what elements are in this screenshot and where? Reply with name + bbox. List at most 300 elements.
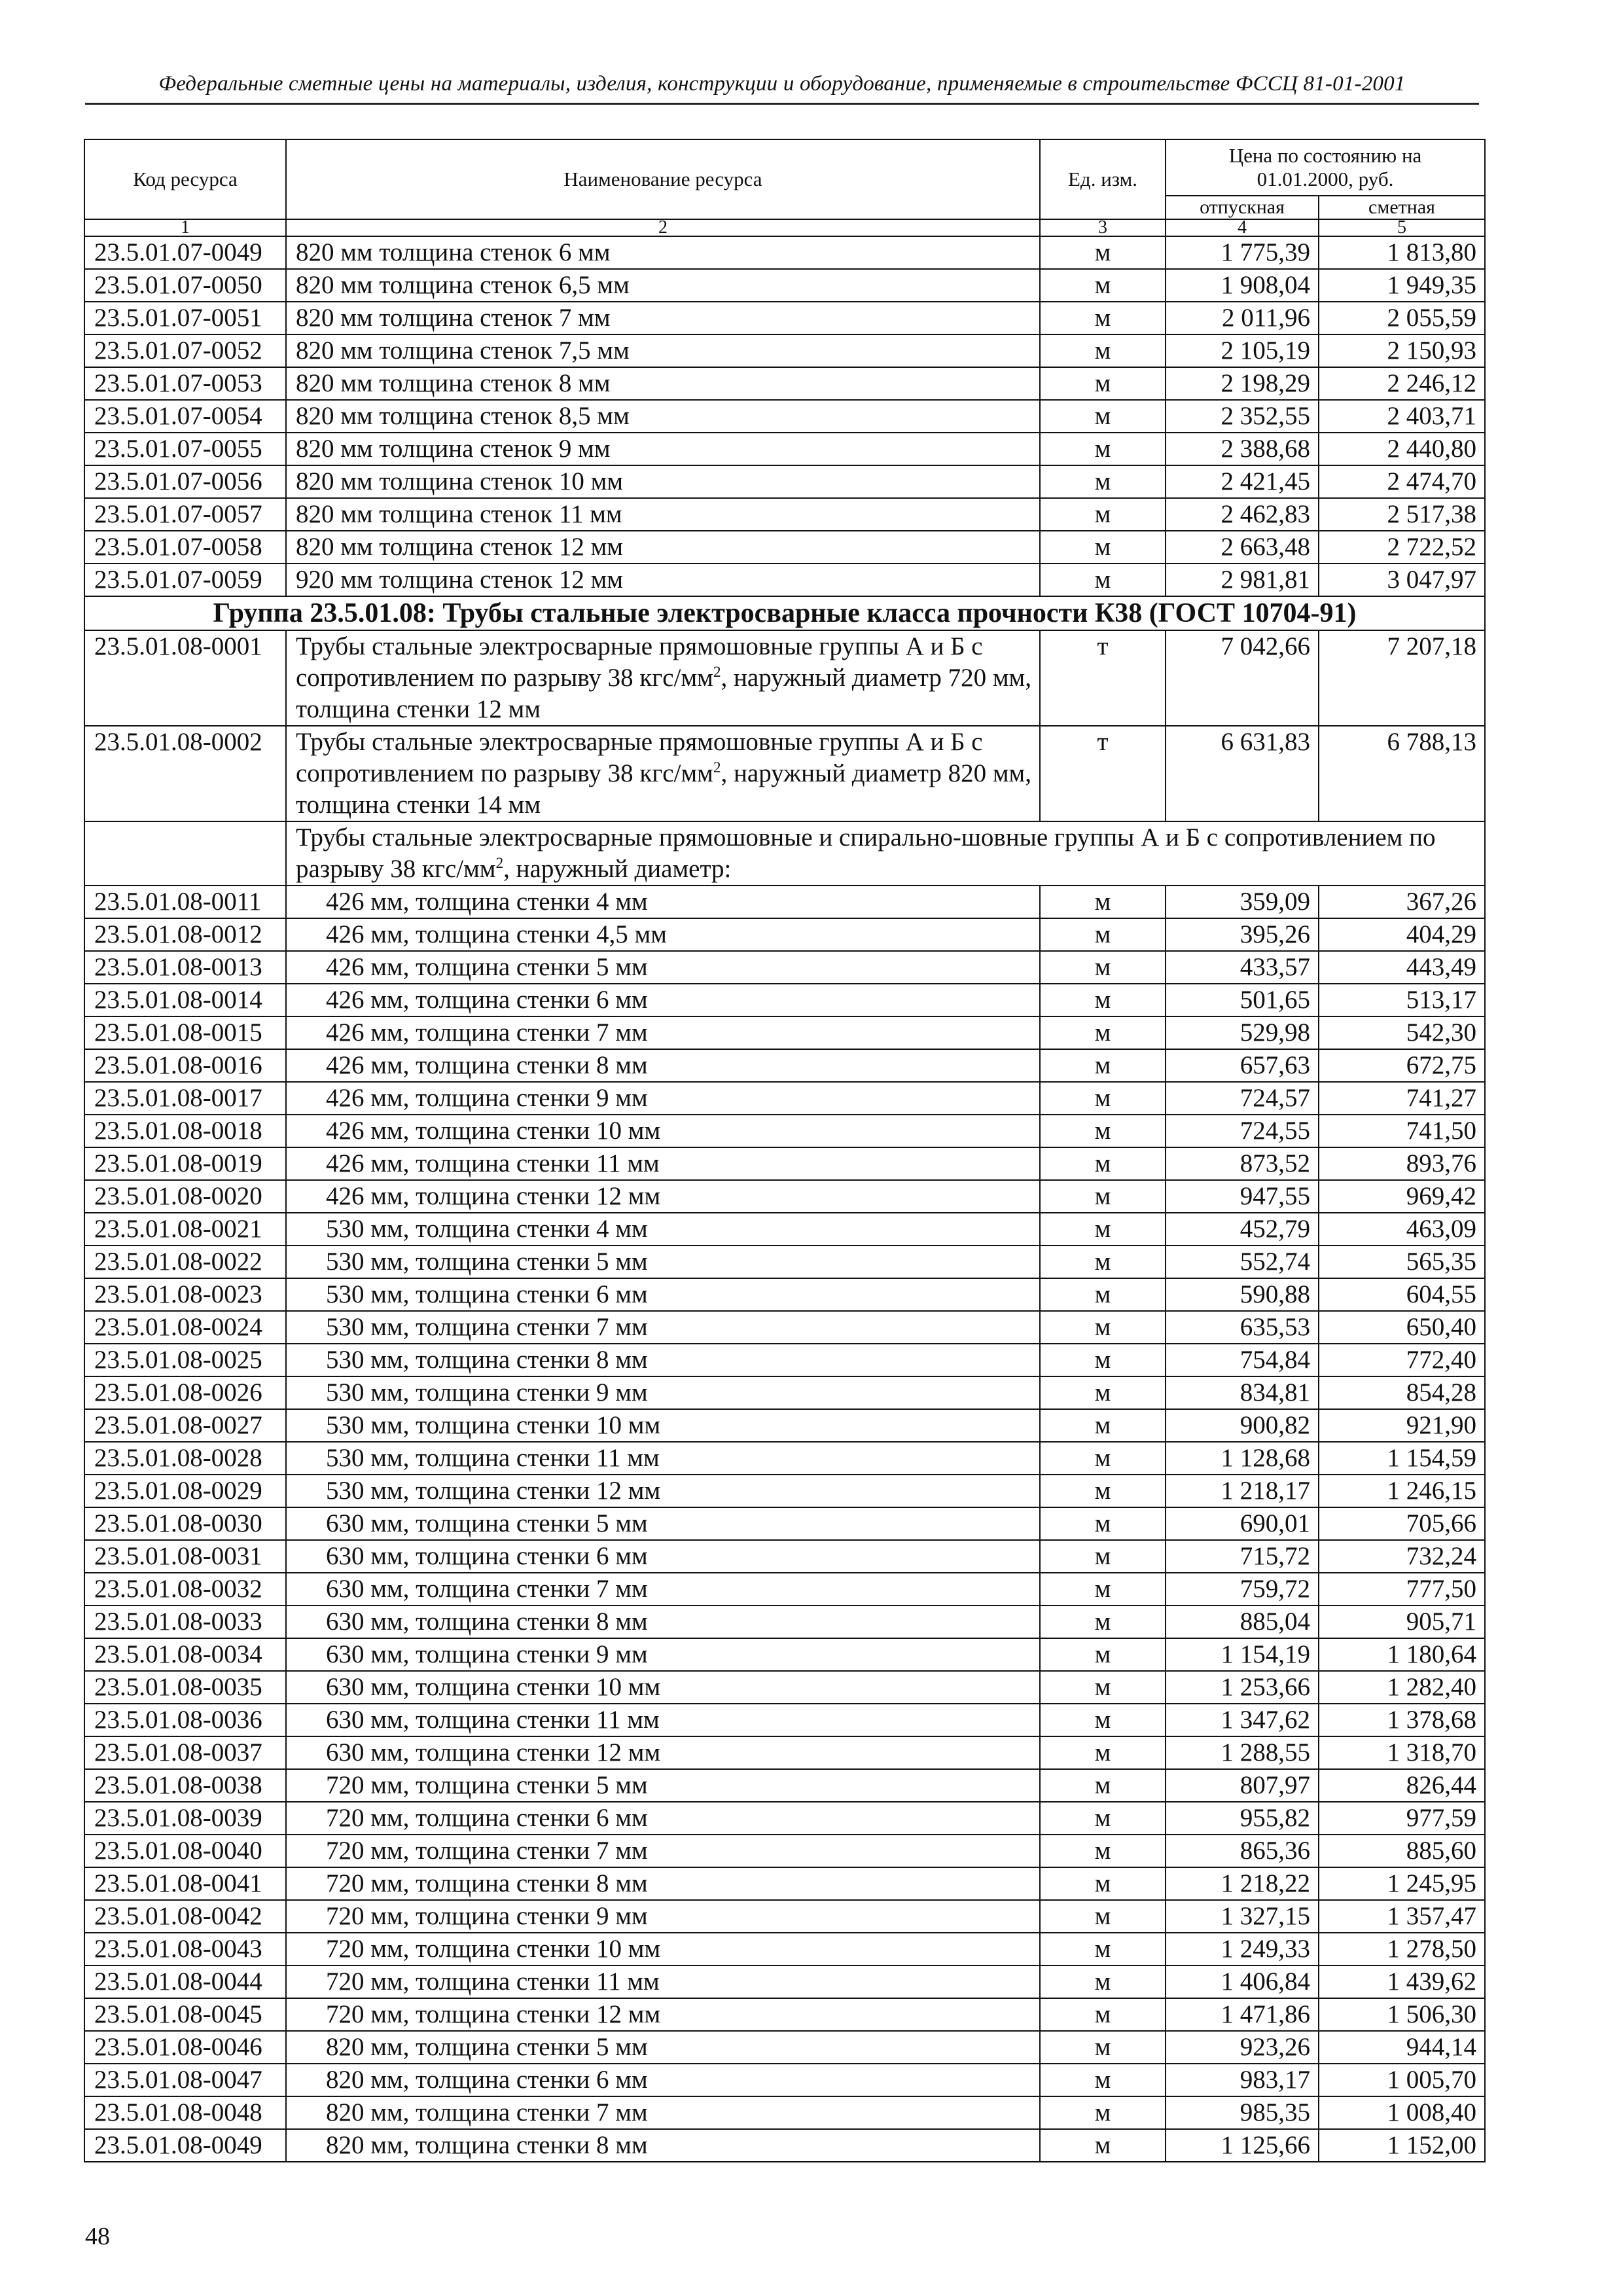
table-row	[84, 1344, 1485, 1376]
sale-price: 985,35	[1166, 2096, 1319, 2129]
table-row	[84, 1180, 1485, 1213]
unit: т	[1040, 630, 1166, 726]
sale-price: 2 352,55	[1166, 400, 1319, 433]
sale-price: 873,52	[1166, 1147, 1319, 1180]
sale-price: 2 663,48	[1166, 531, 1319, 564]
resource-code: 23.5.01.08-0026	[84, 1376, 286, 1409]
sale-price: 1 154,19	[1166, 1638, 1319, 1671]
name-part: , наружный диаметр 720 мм, толщина стенки 12 мм	[296, 664, 1031, 723]
resource-name: 720 мм, толщина стенки 5 мм	[286, 1769, 1040, 1802]
estimate-price: 2 474,70	[1319, 465, 1485, 498]
resource-name: 426 мм, толщина стенки 6 мм	[286, 984, 1040, 1016]
estimate-price: 732,24	[1319, 1540, 1485, 1573]
price-table	[84, 139, 1486, 2162]
resource-name: 630 мм, толщина стенки 9 мм	[286, 1638, 1040, 1671]
sale-price: 2 388,68	[1166, 433, 1319, 465]
sale-price: 834,81	[1166, 1376, 1319, 1409]
sale-price: 1 125,66	[1166, 2129, 1319, 2162]
resource-code: 23.5.01.08-0047	[84, 2064, 286, 2096]
unit: м	[1040, 1867, 1166, 1900]
estimate-price: 1 949,35	[1319, 269, 1485, 302]
sale-price: 690,01	[1166, 1507, 1319, 1540]
unit: м	[1040, 1998, 1166, 2031]
name-part: Трубы стальные электросварные прямошовные группы А и Б с сопротивлением по разрыву 38 кгс/мм	[296, 632, 983, 692]
table-row	[84, 1409, 1485, 1442]
sale-price: 452,79	[1166, 1213, 1319, 1246]
table-row	[84, 1998, 1485, 2031]
resource-code: 23.5.01.07-0053	[84, 367, 286, 400]
sale-price: 1 406,84	[1166, 1965, 1319, 1998]
unit: м	[1040, 367, 1166, 400]
unit: м	[1040, 2031, 1166, 2064]
unit: м	[1040, 1376, 1166, 1409]
resource-code: 23.5.01.07-0050	[84, 269, 286, 302]
unit: м	[1040, 1900, 1166, 1933]
estimate-price: 905,71	[1319, 1605, 1485, 1638]
subheader-text	[286, 821, 1485, 886]
table-row	[84, 1147, 1485, 1180]
resource-name: 630 мм, толщина стенки 11 мм	[286, 1704, 1040, 1736]
resource-name: 720 мм, толщина стенки 9 мм	[286, 1900, 1040, 1933]
estimate-price: 650,40	[1319, 1311, 1485, 1344]
table-row	[84, 1573, 1485, 1605]
sale-price: 900,82	[1166, 1409, 1319, 1442]
unit: м	[1040, 1049, 1166, 1082]
resource-name: 530 мм, толщина стенки 4 мм	[286, 1213, 1040, 1246]
unit: м	[1040, 1442, 1166, 1475]
resource-code: 23.5.01.08-0024	[84, 1311, 286, 1344]
estimate-price: 1 378,68	[1319, 1704, 1485, 1736]
table-row	[84, 2064, 1485, 2096]
unit: м	[1040, 1736, 1166, 1769]
resource-code: 23.5.01.08-0040	[84, 1835, 286, 1867]
table-row	[84, 918, 1485, 951]
table-row	[84, 1769, 1485, 1802]
unit: м	[1040, 1016, 1166, 1049]
table-row	[84, 1213, 1485, 1246]
estimate-price: 6 788,13	[1319, 726, 1485, 821]
sale-price: 865,36	[1166, 1835, 1319, 1867]
resource-code: 23.5.01.08-0045	[84, 1998, 286, 2031]
estimate-price: 2 440,80	[1319, 433, 1485, 465]
resource-code: 23.5.01.07-0054	[84, 400, 286, 433]
unit: м	[1040, 1409, 1166, 1442]
table-row	[84, 367, 1485, 400]
name-part: , наружный диаметр 820 мм, толщина стенки 14 мм	[296, 759, 1031, 819]
sale-price: 1 218,22	[1166, 1867, 1319, 1900]
resource-name: 820 мм, толщина стенки 8 мм	[286, 2129, 1040, 2162]
resource-code: 23.5.01.08-0012	[84, 918, 286, 951]
resource-code: 23.5.01.08-0025	[84, 1344, 286, 1376]
resource-name: 720 мм, толщина стенки 11 мм	[286, 1965, 1040, 1998]
table-row	[84, 302, 1485, 334]
sale-price: 885,04	[1166, 1605, 1319, 1638]
unit: м	[1040, 433, 1166, 465]
resource-name: 426 мм, толщина стенки 8 мм	[286, 1049, 1040, 1082]
sale-price: 1 249,33	[1166, 1933, 1319, 1965]
sale-price: 590,88	[1166, 1278, 1319, 1311]
sale-price: 1 218,17	[1166, 1475, 1319, 1507]
column-numbers-row	[84, 219, 1485, 236]
unit: м	[1040, 564, 1166, 596]
estimate-price: 977,59	[1319, 1802, 1485, 1835]
sale-price: 2 105,19	[1166, 334, 1319, 367]
resource-name: 426 мм, толщина стенки 10 мм	[286, 1115, 1040, 1147]
table-row	[84, 1900, 1485, 1933]
subheader-part: , наружный диаметр:	[503, 855, 732, 883]
superscript: 2	[713, 759, 721, 776]
table-row	[84, 1867, 1485, 1900]
resource-name: 530 мм, толщина стенки 10 мм	[286, 1409, 1040, 1442]
column-number: 1	[84, 219, 286, 236]
table-row	[84, 1605, 1485, 1638]
estimate-price: 1 246,15	[1319, 1475, 1485, 1507]
unit: м	[1040, 498, 1166, 531]
table-row	[84, 1671, 1485, 1704]
sale-price: 923,26	[1166, 2031, 1319, 2064]
resource-code: 23.5.01.08-0027	[84, 1409, 286, 1442]
unit: м	[1040, 531, 1166, 564]
table-row	[84, 984, 1485, 1016]
resource-name	[286, 726, 1040, 821]
estimate-price: 2 403,71	[1319, 400, 1485, 433]
estimate-price: 921,90	[1319, 1409, 1485, 1442]
resource-name: 920 мм толщина стенок 12 мм	[286, 564, 1040, 596]
estimate-price: 705,66	[1319, 1507, 1485, 1540]
sale-price: 359,09	[1166, 886, 1319, 918]
table-row	[84, 269, 1485, 302]
unit: м	[1040, 1344, 1166, 1376]
table-row	[84, 726, 1485, 821]
column-number: 2	[286, 219, 1040, 236]
resource-name: 530 мм, толщина стенки 6 мм	[286, 1278, 1040, 1311]
resource-code: 23.5.01.08-0049	[84, 2129, 286, 2162]
resource-name: 530 мм, толщина стенки 8 мм	[286, 1344, 1040, 1376]
sale-price: 2 198,29	[1166, 367, 1319, 400]
resource-name: 630 мм, толщина стенки 12 мм	[286, 1736, 1040, 1769]
resource-name: 530 мм, толщина стенки 7 мм	[286, 1311, 1040, 1344]
table-row	[84, 951, 1485, 984]
resource-code: 23.5.01.07-0058	[84, 531, 286, 564]
estimate-price: 893,76	[1319, 1147, 1485, 1180]
estimate-price: 826,44	[1319, 1769, 1485, 1802]
estimate-price: 2 246,12	[1319, 367, 1485, 400]
resource-name: 426 мм, толщина стенки 9 мм	[286, 1082, 1040, 1115]
resource-code: 23.5.01.08-0048	[84, 2096, 286, 2129]
estimate-price: 542,30	[1319, 1016, 1485, 1049]
resource-name: 820 мм толщина стенок 12 мм	[286, 531, 1040, 564]
unit: м	[1040, 918, 1166, 951]
sale-price: 1 908,04	[1166, 269, 1319, 302]
estimate-price: 1 439,62	[1319, 1965, 1485, 1998]
estimate-price: 1 152,00	[1319, 2129, 1485, 2162]
resource-code: 23.5.01.08-0014	[84, 984, 286, 1016]
unit: м	[1040, 1933, 1166, 1965]
resource-name: 720 мм, толщина стенки 12 мм	[286, 1998, 1040, 2031]
sale-price: 724,55	[1166, 1115, 1319, 1147]
estimate-price: 1 180,64	[1319, 1638, 1485, 1671]
estimate-price: 1 154,59	[1319, 1442, 1485, 1475]
resource-name: 820 мм толщина стенок 8,5 мм	[286, 400, 1040, 433]
table-row	[84, 2031, 1485, 2064]
estimate-price: 3 047,97	[1319, 564, 1485, 596]
sale-price: 724,57	[1166, 1082, 1319, 1115]
estimate-price: 672,75	[1319, 1049, 1485, 1082]
resource-code: 23.5.01.08-0002	[84, 726, 286, 821]
estimate-price: 741,50	[1319, 1115, 1485, 1147]
table-row	[84, 1049, 1485, 1082]
resource-code: 23.5.01.07-0049	[84, 236, 286, 269]
resource-name: 720 мм, толщина стенки 7 мм	[286, 1835, 1040, 1867]
resource-code: 23.5.01.07-0057	[84, 498, 286, 531]
resource-name: 530 мм, толщина стенки 11 мм	[286, 1442, 1040, 1475]
unit: м	[1040, 465, 1166, 498]
unit: м	[1040, 334, 1166, 367]
sale-price: 715,72	[1166, 1540, 1319, 1573]
resource-code: 23.5.01.08-0011	[84, 886, 286, 918]
table-row	[84, 1475, 1485, 1507]
resource-name: 630 мм, толщина стенки 8 мм	[286, 1605, 1040, 1638]
table-row	[84, 1933, 1485, 1965]
table-row	[84, 1016, 1485, 1049]
estimate-price: 1 282,40	[1319, 1671, 1485, 1704]
resource-code: 23.5.01.08-0031	[84, 1540, 286, 1573]
estimate-price: 2 055,59	[1319, 302, 1485, 334]
resource-code: 23.5.01.08-0021	[84, 1213, 286, 1246]
table-row	[84, 1507, 1485, 1540]
sale-price: 983,17	[1166, 2064, 1319, 2096]
sale-price: 635,53	[1166, 1311, 1319, 1344]
unit: м	[1040, 951, 1166, 984]
unit: м	[1040, 1573, 1166, 1605]
unit: м	[1040, 984, 1166, 1016]
table-row	[84, 1835, 1485, 1867]
resource-code: 23.5.01.08-0041	[84, 1867, 286, 1900]
sale-price: 1 471,86	[1166, 1998, 1319, 2031]
resource-code: 23.5.01.08-0015	[84, 1016, 286, 1049]
estimate-price: 443,49	[1319, 951, 1485, 984]
unit: м	[1040, 1605, 1166, 1638]
sale-price: 2 462,83	[1166, 498, 1319, 531]
estimate-price: 1 005,70	[1319, 2064, 1485, 2096]
resource-name: 820 мм толщина стенок 7,5 мм	[286, 334, 1040, 367]
column-number: 4	[1166, 219, 1319, 236]
estimate-price: 1 357,47	[1319, 1900, 1485, 1933]
group-title: Группа 23.5.01.08: Трубы стальные электросварные класса прочности К38 (ГОСТ 10704-91)	[84, 596, 1485, 630]
page-number: 48	[85, 2223, 110, 2250]
sale-price: 433,57	[1166, 951, 1319, 984]
col-header-estimate: сметная	[1319, 196, 1485, 219]
estimate-price: 2 150,93	[1319, 334, 1485, 367]
resource-name: 820 мм, толщина стенки 6 мм	[286, 2064, 1040, 2096]
col-header-code: Код ресурса	[84, 139, 286, 219]
resource-name: 820 мм толщина стенок 9 мм	[286, 433, 1040, 465]
estimate-price: 885,60	[1319, 1835, 1485, 1867]
resource-code: 23.5.01.07-0055	[84, 433, 286, 465]
unit: м	[1040, 1671, 1166, 1704]
subheader-row	[84, 821, 1485, 886]
estimate-price: 2 722,52	[1319, 531, 1485, 564]
resource-name: 820 мм, толщина стенки 5 мм	[286, 2031, 1040, 2064]
sale-price: 2 981,81	[1166, 564, 1319, 596]
sale-price: 1 128,68	[1166, 1442, 1319, 1475]
estimate-price: 604,55	[1319, 1278, 1485, 1311]
estimate-price: 2 517,38	[1319, 498, 1485, 531]
estimate-price: 404,29	[1319, 918, 1485, 951]
unit: м	[1040, 1835, 1166, 1867]
table-row	[84, 1278, 1485, 1311]
unit: м	[1040, 1082, 1166, 1115]
resource-name: 426 мм, толщина стенки 7 мм	[286, 1016, 1040, 1049]
resource-code: 23.5.01.08-0019	[84, 1147, 286, 1180]
estimate-price: 1 813,80	[1319, 236, 1485, 269]
unit: м	[1040, 1638, 1166, 1671]
unit: м	[1040, 1311, 1166, 1344]
table-row	[84, 465, 1485, 498]
table-row	[84, 236, 1485, 269]
table-row	[84, 1802, 1485, 1835]
sale-price: 1 288,55	[1166, 1736, 1319, 1769]
table-row	[84, 400, 1485, 433]
resource-name: 426 мм, толщина стенки 4,5 мм	[286, 918, 1040, 951]
estimate-price: 854,28	[1319, 1376, 1485, 1409]
sale-price: 7 042,66	[1166, 630, 1319, 726]
estimate-price: 741,27	[1319, 1082, 1485, 1115]
resource-name: 630 мм, толщина стенки 6 мм	[286, 1540, 1040, 1573]
resource-name: 426 мм, толщина стенки 11 мм	[286, 1147, 1040, 1180]
unit: м	[1040, 1246, 1166, 1278]
sale-price: 1 347,62	[1166, 1704, 1319, 1736]
resource-code: 23.5.01.08-0042	[84, 1900, 286, 1933]
resource-code: 23.5.01.07-0056	[84, 465, 286, 498]
col-header-price: Цена по состоянию на 01.01.2000, руб.	[1166, 139, 1485, 196]
resource-name: 720 мм, толщина стенки 8 мм	[286, 1867, 1040, 1900]
sale-price: 947,55	[1166, 1180, 1319, 1213]
resource-name: 820 мм толщина стенок 7 мм	[286, 302, 1040, 334]
unit: м	[1040, 1965, 1166, 1998]
estimate-price: 367,26	[1319, 886, 1485, 918]
unit: м	[1040, 2096, 1166, 2129]
resource-code: 23.5.01.08-0020	[84, 1180, 286, 1213]
resource-name: 530 мм, толщина стенки 9 мм	[286, 1376, 1040, 1409]
resource-name: 820 мм, толщина стенки 7 мм	[286, 2096, 1040, 2129]
superscript: 2	[713, 664, 721, 681]
resource-name: 820 мм толщина стенок 8 мм	[286, 367, 1040, 400]
resource-code: 23.5.01.08-0023	[84, 1278, 286, 1311]
sale-price: 552,74	[1166, 1246, 1319, 1278]
unit: м	[1040, 1704, 1166, 1736]
resource-name: 630 мм, толщина стенки 7 мм	[286, 1573, 1040, 1605]
sale-price: 754,84	[1166, 1344, 1319, 1376]
resource-code: 23.5.01.08-0034	[84, 1638, 286, 1671]
col-header-sale: отпускная	[1166, 196, 1319, 219]
unit: т	[1040, 726, 1166, 821]
table-row	[84, 433, 1485, 465]
sale-price: 395,26	[1166, 918, 1319, 951]
unit: м	[1040, 236, 1166, 269]
estimate-price: 1 278,50	[1319, 1933, 1485, 1965]
estimate-price: 1 318,70	[1319, 1736, 1485, 1769]
name-part: Трубы стальные электросварные прямошовные группы А и Б с сопротивлением по разрыву 38 кгс/мм	[296, 728, 983, 787]
table-row	[84, 498, 1485, 531]
resource-code: 23.5.01.08-0032	[84, 1573, 286, 1605]
unit: м	[1040, 1115, 1166, 1147]
table-row	[84, 1442, 1485, 1475]
col-header-unit: Ед. изм.	[1040, 139, 1166, 219]
resource-code: 23.5.01.08-0030	[84, 1507, 286, 1540]
table-row	[84, 1704, 1485, 1736]
unit: м	[1040, 886, 1166, 918]
empty-cell	[84, 821, 286, 886]
resource-name: 820 мм толщина стенок 11 мм	[286, 498, 1040, 531]
resource-name: 630 мм, толщина стенки 5 мм	[286, 1507, 1040, 1540]
estimate-price: 513,17	[1319, 984, 1485, 1016]
unit: м	[1040, 1475, 1166, 1507]
estimate-price: 772,40	[1319, 1344, 1485, 1376]
sale-price: 807,97	[1166, 1769, 1319, 1802]
resource-code: 23.5.01.08-0016	[84, 1049, 286, 1082]
resource-code: 23.5.01.08-0018	[84, 1115, 286, 1147]
estimate-price: 463,09	[1319, 1213, 1485, 1246]
table-row	[84, 2129, 1485, 2162]
resource-name: 820 мм толщина стенок 10 мм	[286, 465, 1040, 498]
resource-name: 820 мм толщина стенок 6 мм	[286, 236, 1040, 269]
table-row	[84, 1115, 1485, 1147]
table-row	[84, 334, 1485, 367]
unit: м	[1040, 1180, 1166, 1213]
unit: м	[1040, 1147, 1166, 1180]
sale-price: 759,72	[1166, 1573, 1319, 1605]
table-row	[84, 886, 1485, 918]
resource-code: 23.5.01.08-0033	[84, 1605, 286, 1638]
unit: м	[1040, 2064, 1166, 2096]
unit: м	[1040, 1507, 1166, 1540]
resource-code: 23.5.01.08-0044	[84, 1965, 286, 1998]
sale-price: 657,63	[1166, 1049, 1319, 1082]
resource-name: 426 мм, толщина стенки 4 мм	[286, 886, 1040, 918]
resource-name: 530 мм, толщина стенки 12 мм	[286, 1475, 1040, 1507]
resource-name: 530 мм, толщина стенки 5 мм	[286, 1246, 1040, 1278]
resource-code: 23.5.01.08-0039	[84, 1802, 286, 1835]
estimate-price: 1 008,40	[1319, 2096, 1485, 2129]
unit: м	[1040, 269, 1166, 302]
unit: м	[1040, 1802, 1166, 1835]
table-row	[84, 1965, 1485, 1998]
resource-code: 23.5.01.08-0035	[84, 1671, 286, 1704]
group-row	[84, 596, 1485, 630]
unit: м	[1040, 1769, 1166, 1802]
table-row	[84, 1638, 1485, 1671]
unit: м	[1040, 1278, 1166, 1311]
sale-price: 2 011,96	[1166, 302, 1319, 334]
sale-price: 1 775,39	[1166, 236, 1319, 269]
resource-code: 23.5.01.08-0037	[84, 1736, 286, 1769]
sale-price: 6 631,83	[1166, 726, 1319, 821]
resource-code: 23.5.01.08-0017	[84, 1082, 286, 1115]
sale-price: 2 421,45	[1166, 465, 1319, 498]
resource-code: 23.5.01.08-0028	[84, 1442, 286, 1475]
resource-code: 23.5.01.08-0001	[84, 630, 286, 726]
sale-price: 529,98	[1166, 1016, 1319, 1049]
unit: м	[1040, 2129, 1166, 2162]
resource-name: 720 мм, толщина стенки 6 мм	[286, 1802, 1040, 1835]
col-header-name: Наименование ресурса	[286, 139, 1040, 219]
resource-code: 23.5.01.07-0059	[84, 564, 286, 596]
running-header: Федеральные сметные цены на материалы, изделия, конструкции и оборудование, применяемые в строительстве ФССЦ 81-01-2001	[85, 72, 1479, 105]
unit: м	[1040, 400, 1166, 433]
unit: м	[1040, 302, 1166, 334]
table-row	[84, 1736, 1485, 1769]
